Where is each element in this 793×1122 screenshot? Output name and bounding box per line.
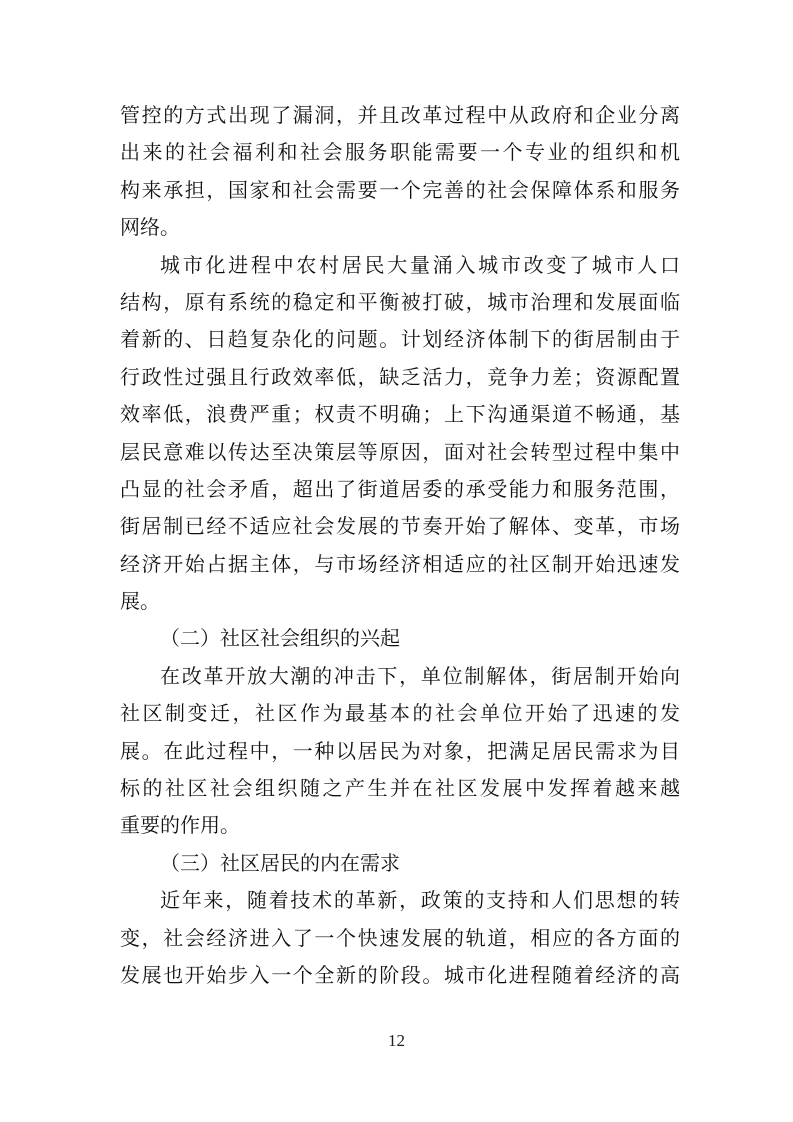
text-line: 构来承担，国家和社会需要一个完善的社会保障体系和服务 <box>120 177 680 202</box>
text-line: 效率低，浪费严重；权责不明确；上下沟通渠道不畅通，基 <box>120 402 680 427</box>
text-line: 街居制已经不适应社会发展的节奏开始了解体、变革，市场 <box>120 514 680 539</box>
section-heading-2: （二）社区社会组织的兴起 <box>160 626 400 651</box>
text-line: 重要的作用。 <box>120 813 240 838</box>
text-line: 行政性过强且行政效率低，缺乏活力，竞争力差；资源配置 <box>120 364 680 389</box>
text-line: 变，社会经济进入了一个快速发展的轨道，相应的各方面的 <box>120 925 680 950</box>
page-number: 12 <box>388 1031 405 1050</box>
text-line: 标的社区社会组织随之产生并在社区发展中发挥着越来越 <box>120 776 680 801</box>
paragraph-2 <box>120 247 680 621</box>
text-line: 展。 <box>120 589 160 614</box>
text-line: 网络。 <box>120 215 180 240</box>
text-line: 层民意难以传达至决策层等原因，面对社会转型过程中集中 <box>120 439 680 464</box>
text-line: 展。在此过程中，一种以居民为对象，把满足居民需求为目 <box>120 738 680 763</box>
paragraph-3 <box>120 658 680 845</box>
paragraph-1 <box>120 97 680 247</box>
text-line: 近年来，随着技术的革新，政策的支持和人们思想的转 <box>160 888 680 913</box>
text-line: 城市化进程中农村居民大量涌入城市改变了城市人口 <box>160 252 680 277</box>
body-text <box>120 97 680 994</box>
text-line: 经济开始占据主体，与市场经济相适应的社区制开始迅速发 <box>120 551 680 576</box>
text-line: 出来的社会福利和社会服务职能需要一个专业的组织和机 <box>120 140 680 165</box>
paragraph-4 <box>120 882 680 994</box>
text-line: 凸显的社会矛盾，超出了街道居委的承受能力和服务范围， <box>120 476 680 501</box>
text-line: 发展也开始步入一个全新的阶段。城市化进程随着经济的高 <box>120 962 680 987</box>
text-line: 着新的、日趋复杂化的问题。计划经济体制下的街居制由于 <box>120 327 680 352</box>
text-line: 在改革开放大潮的冲击下，单位制解体，街居制开始向 <box>160 663 680 688</box>
text-line: 管控的方式出现了漏洞，并且改革过程中从政府和企业分离 <box>120 103 680 127</box>
section-heading-3: （三）社区居民的内在需求 <box>160 850 400 875</box>
text-line: 社区制变迁，社区作为最基本的社会单位开始了迅速的发 <box>120 701 680 726</box>
text-line: 结构，原有系统的稳定和平衡被打破，城市治理和发展面临 <box>120 289 680 314</box>
